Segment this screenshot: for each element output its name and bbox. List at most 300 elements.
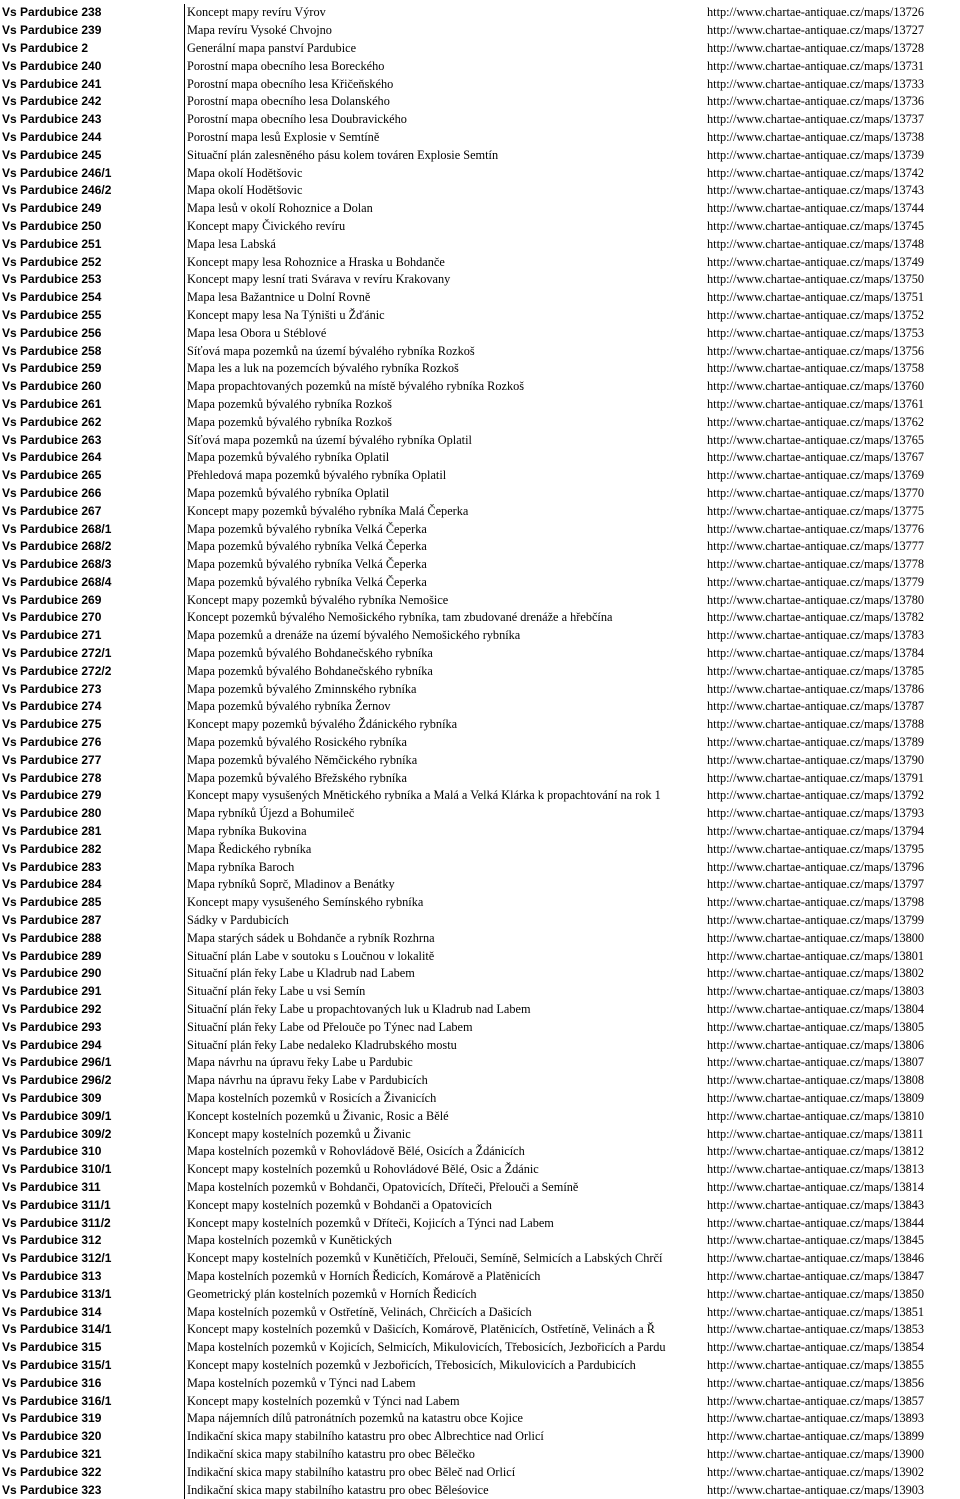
map-url-link[interactable]: http://www.chartae-antiquae.cz/maps/13813 — [707, 1162, 925, 1177]
map-title-cell: Mapa rybníka Baroch — [185, 858, 706, 876]
map-url-link[interactable]: http://www.chartae-antiquae.cz/maps/13795 — [707, 841, 925, 856]
signature-cell: Vs Pardubice 281 — [2, 824, 102, 839]
signature-cell: Vs Pardubice 293 — [2, 1019, 102, 1034]
map-url-link[interactable]: http://www.chartae-antiquae.cz/maps/13844 — [707, 1215, 925, 1230]
signature-cell: Vs Pardubice 265 — [2, 468, 102, 483]
signature-cell: Vs Pardubice 279 — [2, 788, 102, 803]
signature-cell: Vs Pardubice 243 — [2, 112, 102, 127]
signature-cell: Vs Pardubice 244 — [2, 129, 102, 144]
signature-cell: Vs Pardubice 320 — [2, 1429, 102, 1444]
map-url-link[interactable]: http://www.chartae-antiquae.cz/maps/13796 — [707, 859, 925, 874]
map-title-cell: Mapa les a luk na pozemcích bývalého rybníka Rozkoš — [185, 360, 706, 378]
map-title-cell: Mapa kostelních pozemků v Ostřetíně, Velinách, Chrčicích a Dašicích — [185, 1303, 706, 1321]
map-url-link[interactable]: http://www.chartae-antiquae.cz/maps/13748 — [707, 236, 925, 251]
signature-cell: Vs Pardubice 321 — [2, 1446, 102, 1461]
signature-cell: Vs Pardubice 2 — [2, 40, 89, 55]
signature-cell: Vs Pardubice 311/1 — [2, 1197, 111, 1212]
signature-cell: Vs Pardubice 287 — [2, 913, 102, 928]
map-url-link[interactable]: http://www.chartae-antiquae.cz/maps/13769 — [707, 468, 925, 483]
table-row — [0, 200, 960, 218]
table-row — [0, 947, 960, 965]
map-title-cell: Mapa pozemků bývalého rybníka Velká Čeperka — [185, 556, 706, 574]
map-url-link[interactable]: http://www.chartae-antiquae.cz/maps/13784 — [707, 646, 925, 661]
map-url-link[interactable]: http://www.chartae-antiquae.cz/maps/13745 — [707, 218, 925, 233]
map-title-cell: Mapa pozemků bývalého Zminnského rybníka — [185, 680, 706, 698]
table-row — [0, 1285, 960, 1303]
table-row — [0, 4, 960, 22]
map-url-link[interactable]: http://www.chartae-antiquae.cz/maps/13752 — [707, 307, 925, 322]
map-title-cell: Koncept mapy pozemků bývalého rybníka Malá Čeperka — [185, 502, 706, 520]
map-url-link[interactable]: http://www.chartae-antiquae.cz/maps/13843 — [707, 1197, 925, 1212]
signature-cell: Vs Pardubice 275 — [2, 717, 102, 732]
signature-cell: Vs Pardubice 309/2 — [2, 1126, 112, 1141]
map-url-link[interactable]: http://www.chartae-antiquae.cz/maps/13762 — [707, 414, 925, 429]
map-url-link[interactable]: http://www.chartae-antiquae.cz/maps/13902 — [707, 1464, 925, 1479]
map-title-cell: Síťová mapa pozemků na území bývalého rybníka Rozkoš — [185, 342, 706, 360]
table-row — [0, 1250, 960, 1268]
signature-cell: Vs Pardubice 314/1 — [2, 1322, 112, 1337]
table-row — [0, 1232, 960, 1250]
table-row — [0, 912, 960, 930]
map-url-link[interactable]: http://www.chartae-antiquae.cz/maps/13798 — [707, 895, 925, 910]
table-row — [0, 1374, 960, 1392]
map-title-cell: Koncept mapy lesa Rohoznice a Hraska u Bohdanče — [185, 253, 706, 271]
map-url-link[interactable]: http://www.chartae-antiquae.cz/maps/13782 — [707, 610, 925, 625]
map-url-link[interactable]: http://www.chartae-antiquae.cz/maps/13726 — [707, 5, 925, 20]
signature-cell: Vs Pardubice 312/1 — [2, 1251, 112, 1266]
map-url-link[interactable]: http://www.chartae-antiquae.cz/maps/13903 — [707, 1482, 925, 1497]
signature-cell: Vs Pardubice 296/1 — [2, 1055, 112, 1070]
signature-cell: Vs Pardubice 319 — [2, 1411, 102, 1426]
map-title-cell: Indikační skica mapy stabilního katastru pro obec Bělečko — [185, 1446, 706, 1464]
map-url-link[interactable]: http://www.chartae-antiquae.cz/maps/13854 — [707, 1340, 925, 1355]
map-title-cell: Koncept mapy Čivického revíru — [185, 218, 706, 236]
map-url-link[interactable]: http://www.chartae-antiquae.cz/maps/13807 — [707, 1055, 925, 1070]
map-url-link[interactable]: http://www.chartae-antiquae.cz/maps/13811 — [707, 1126, 924, 1141]
table-row — [0, 57, 960, 75]
signature-cell: Vs Pardubice 309 — [2, 1091, 102, 1105]
table-row — [0, 307, 960, 325]
map-url-link[interactable]: http://www.chartae-antiquae.cz/maps/13794 — [707, 824, 925, 839]
map-url-link[interactable]: http://www.chartae-antiquae.cz/maps/13799 — [707, 913, 925, 928]
map-title-cell: Koncept mapy revíru Výrov — [185, 4, 706, 22]
map-url-link[interactable]: http://www.chartae-antiquae.cz/maps/13789 — [707, 735, 925, 750]
map-url-link[interactable]: http://www.chartae-antiquae.cz/maps/13814 — [707, 1179, 925, 1194]
table-row — [0, 698, 960, 716]
map-url-link[interactable]: http://www.chartae-antiquae.cz/maps/13786 — [707, 681, 925, 696]
map-url-link[interactable]: http://www.chartae-antiquae.cz/maps/13728 — [707, 40, 925, 55]
table-row — [0, 218, 960, 236]
map-title-cell: Koncept mapy lesa Na Týništi u Žďánic — [185, 307, 706, 325]
map-title-cell: Koncept mapy kostelních pozemků v Dašicích, Komárově, Platěnicích, Ostřetíně, Velinách a Ř — [185, 1321, 706, 1339]
signature-cell: Vs Pardubice 294 — [2, 1037, 102, 1052]
map-title-cell: Mapa lesů v okolí Rohoznice a Dolan — [185, 200, 706, 218]
map-url-link[interactable]: http://www.chartae-antiquae.cz/maps/13850 — [707, 1286, 925, 1301]
table-row — [0, 1196, 960, 1214]
map-url-link[interactable]: http://www.chartae-antiquae.cz/maps/13743 — [707, 183, 925, 198]
table-row — [0, 1446, 960, 1464]
map-url-link[interactable]: http://www.chartae-antiquae.cz/maps/13776 — [707, 521, 925, 536]
table-row — [0, 929, 960, 947]
map-title-cell: Mapa okolí Hodětšovic — [185, 182, 706, 200]
signature-cell: Vs Pardubice 254 — [2, 290, 102, 305]
map-url-link[interactable]: http://www.chartae-antiquae.cz/maps/13736 — [707, 94, 925, 109]
signature-cell: Vs Pardubice 239 — [2, 23, 102, 38]
map-url-link[interactable]: http://www.chartae-antiquae.cz/maps/13761 — [707, 396, 925, 411]
table-row — [0, 93, 960, 111]
map-url-link[interactable]: http://www.chartae-antiquae.cz/maps/13738 — [707, 129, 925, 144]
signature-cell: Vs Pardubice 242 — [2, 94, 102, 109]
map-title-cell: Koncept kostelních pozemků u Živanic, Rosic a Bělé — [185, 1107, 706, 1125]
table-row — [0, 1072, 960, 1090]
table-row — [0, 840, 960, 858]
map-title-cell: Mapa pozemků bývalého rybníka Rozkoš — [185, 396, 706, 414]
signature-cell: Vs Pardubice 274 — [2, 699, 102, 714]
map-title-cell: Porostní mapa obecního lesa Doubravického — [185, 111, 706, 129]
table-row — [0, 1125, 960, 1143]
signature-cell: Vs Pardubice 316 — [2, 1375, 102, 1390]
map-url-link[interactable]: http://www.chartae-antiquae.cz/maps/13853 — [707, 1322, 925, 1337]
map-url-link[interactable]: http://www.chartae-antiquae.cz/maps/13806 — [707, 1037, 925, 1052]
table-row — [0, 591, 960, 609]
signature-cell: Vs Pardubice 282 — [2, 841, 102, 856]
map-url-link[interactable]: http://www.chartae-antiquae.cz/maps/13760 — [707, 379, 925, 394]
map-title-cell: Indikační skica mapy stabilního katastru pro obec Albrechtice nad Orlicí — [185, 1428, 706, 1446]
signature-cell: Vs Pardubice 261 — [2, 396, 102, 411]
map-title-cell: Koncept mapy kostelních pozemků v Dříteči, Kojicích a Týnci nad Labem — [185, 1214, 706, 1232]
signature-cell: Vs Pardubice 313/1 — [2, 1286, 112, 1301]
map-title-cell: Porostní mapa obecního lesa Dolanského — [185, 93, 706, 111]
table-row — [0, 449, 960, 467]
table-row — [0, 502, 960, 520]
map-title-cell: Situační plán řeky Labe u propachtovaných luk u Kladrub nad Labem — [185, 1001, 706, 1019]
table-row — [0, 858, 960, 876]
table-row — [0, 734, 960, 752]
map-title-cell: Mapa starých sádek u Bohdanče a rybník Rozhrna — [185, 929, 706, 947]
table-row — [0, 413, 960, 431]
map-url-link[interactable]: http://www.chartae-antiquae.cz/maps/13727 — [707, 23, 925, 38]
signature-cell: Vs Pardubice 268/3 — [2, 557, 112, 572]
map-title-cell: Mapa pozemků bývalého rybníka Žernov — [185, 698, 706, 716]
map-url-link[interactable]: http://www.chartae-antiquae.cz/maps/13805 — [707, 1019, 925, 1034]
map-url-link[interactable]: http://www.chartae-antiquae.cz/maps/13749 — [707, 254, 925, 269]
map-url-link[interactable]: http://www.chartae-antiquae.cz/maps/13765 — [707, 432, 925, 447]
table-row — [0, 787, 960, 805]
map-title-cell: Porostní mapa lesů Explosie v Semtíně — [185, 129, 706, 147]
table-row — [0, 716, 960, 734]
signature-cell: Vs Pardubice 272/2 — [2, 663, 112, 678]
map-title-cell: Mapa propachtovaných pozemků na místě bývalého rybníka Rozkoš — [185, 378, 706, 396]
signature-cell: Vs Pardubice 245 — [2, 147, 102, 162]
table-row — [0, 805, 960, 823]
table-row — [0, 22, 960, 40]
map-listing-table — [0, 4, 960, 1499]
table-row — [0, 129, 960, 147]
map-url-link[interactable]: http://www.chartae-antiquae.cz/maps/13801 — [707, 948, 925, 963]
map-title-cell: Koncept pozemků bývalého Nemošického rybníka, tam zbudované drenáže a hřebčína — [185, 609, 706, 627]
table-row — [0, 876, 960, 894]
table-row — [0, 289, 960, 307]
table-row — [0, 164, 960, 182]
map-url-link[interactable]: http://www.chartae-antiquae.cz/maps/13785 — [707, 663, 925, 678]
map-title-cell: Mapa pozemků bývalého Rosického rybníka — [185, 734, 706, 752]
table-row — [0, 894, 960, 912]
table-row — [0, 253, 960, 271]
map-url-link[interactable]: http://www.chartae-antiquae.cz/maps/13800 — [707, 930, 925, 945]
table-row — [0, 182, 960, 200]
table-row — [0, 1143, 960, 1161]
table-row — [0, 1036, 960, 1054]
signature-cell: Vs Pardubice 267 — [2, 503, 102, 518]
map-title-cell: Mapa kostelních pozemků v Bohdanči, Opatovicích, Dříteči, Přelouči a Semíně — [185, 1179, 706, 1197]
map-title-cell: Koncept mapy pozemků bývalého rybníka Nemošice — [185, 591, 706, 609]
table-row — [0, 645, 960, 663]
map-url-link[interactable]: http://www.chartae-antiquae.cz/maps/13790 — [707, 752, 925, 767]
map-title-cell: Koncept mapy vysušeného Semínského rybníka — [185, 894, 706, 912]
map-url-link[interactable]: http://www.chartae-antiquae.cz/maps/13744 — [707, 201, 925, 216]
map-title-cell: Mapa pozemků bývalého rybníka Oplatil — [185, 485, 706, 503]
map-title-cell: Mapa pozemků bývalého rybníka Rozkoš — [185, 413, 706, 431]
map-title-cell: Mapa pozemků bývalého Břežského rybníka — [185, 769, 706, 787]
map-title-cell: Mapa návrhu na úpravu řeky Labe u Pardubic — [185, 1054, 706, 1072]
map-title-cell: Koncept mapy lesní trati Svárava v revíru Krakovany — [185, 271, 706, 289]
map-url-link[interactable]: http://www.chartae-antiquae.cz/maps/13733 — [707, 76, 925, 91]
signature-cell: Vs Pardubice 250 — [2, 218, 102, 233]
signature-cell: Vs Pardubice 283 — [2, 859, 102, 874]
map-title-cell: Situační plán řeky Labe u vsi Semín — [185, 983, 706, 1001]
table-row — [0, 378, 960, 396]
map-url-link[interactable]: http://www.chartae-antiquae.cz/maps/13770 — [707, 485, 925, 500]
signature-cell: Vs Pardubice 268/1 — [2, 521, 112, 536]
map-title-cell: Mapa pozemků bývalého Bohdanečského rybníka — [185, 645, 706, 663]
table-row — [0, 431, 960, 449]
signature-cell: Vs Pardubice 240 — [2, 58, 102, 73]
signature-cell: Vs Pardubice 252 — [2, 254, 102, 269]
map-title-cell: Mapa lesa Obora u Stéblové — [185, 324, 706, 342]
map-url-link[interactable]: http://www.chartae-antiquae.cz/maps/13808 — [707, 1073, 925, 1088]
map-title-cell: Koncept mapy kostelních pozemků v Jezbořicích, Třebosicích, Mikulovicích a Pardubicích — [185, 1357, 706, 1375]
map-title-cell: Koncept mapy kostelních pozemků u Živanic — [185, 1125, 706, 1143]
signature-cell: Vs Pardubice 246/1 — [2, 165, 112, 180]
map-title-cell: Mapa pozemků bývalého rybníka Oplatil — [185, 449, 706, 467]
map-title-cell: Mapa pozemků bývalého rybníka Velká Čeperka — [185, 538, 706, 556]
signature-cell: Vs Pardubice 264 — [2, 450, 102, 465]
table-row — [0, 1090, 960, 1108]
table-row — [0, 965, 960, 983]
signature-cell: Vs Pardubice 309/1 — [2, 1108, 112, 1123]
map-title-cell: Koncept mapy vysušených Mnětického rybníka a Malá a Velká Klárka k propachtování na rok 1 — [185, 787, 706, 805]
map-title-cell: Mapa nájemních dílů patronátních pozemků na katastru obce Kojice — [185, 1410, 706, 1428]
table-row — [0, 146, 960, 164]
map-url-link[interactable]: http://www.chartae-antiquae.cz/maps/13856 — [707, 1375, 925, 1390]
map-url-link[interactable]: http://www.chartae-antiquae.cz/maps/13775 — [707, 503, 925, 518]
table-row — [0, 396, 960, 414]
signature-cell: Vs Pardubice 311/2 — [2, 1215, 111, 1230]
map-url-link[interactable]: http://www.chartae-antiquae.cz/maps/13742 — [707, 165, 925, 180]
map-url-link[interactable]: http://www.chartae-antiquae.cz/maps/13792 — [707, 788, 925, 803]
map-title-cell: Síťová mapa pozemků na území bývalého rybníka Oplatil — [185, 431, 706, 449]
map-url-link[interactable]: http://www.chartae-antiquae.cz/maps/13900 — [707, 1446, 925, 1461]
map-url-link[interactable]: http://www.chartae-antiquae.cz/maps/13812 — [707, 1144, 925, 1159]
signature-cell: Vs Pardubice 256 — [2, 325, 102, 340]
map-title-cell: Přehledová mapa pozemků bývalého rybníka Oplatil — [185, 467, 706, 485]
table-row — [0, 342, 960, 360]
signature-cell: Vs Pardubice 315/1 — [2, 1357, 112, 1372]
table-row — [0, 1339, 960, 1357]
signature-cell: Vs Pardubice 268/4 — [2, 574, 112, 589]
signature-cell: Vs Pardubice 270 — [2, 610, 102, 625]
signature-cell: Vs Pardubice 259 — [2, 361, 102, 376]
signature-cell: Vs Pardubice 273 — [2, 681, 102, 696]
map-title-cell: Mapa návrhu na úpravu řeky Labe v Pardubicích — [185, 1072, 706, 1090]
map-url-link[interactable]: http://www.chartae-antiquae.cz/maps/13731 — [707, 58, 925, 73]
table-row — [0, 1054, 960, 1072]
map-url-link[interactable]: http://www.chartae-antiquae.cz/maps/13899 — [707, 1429, 925, 1444]
table-row — [0, 520, 960, 538]
map-url-link[interactable]: http://www.chartae-antiquae.cz/maps/13855 — [707, 1357, 925, 1372]
signature-cell: Vs Pardubice 310 — [2, 1144, 102, 1159]
map-title-cell: Mapa lesa Bažantnice u Dolní Rovně — [185, 289, 706, 307]
table-row — [0, 467, 960, 485]
map-title-cell: Mapa kostelních pozemků v Rohovládově Bělé, Osicích a Ždánicích — [185, 1143, 706, 1161]
map-title-cell: Situační plán řeky Labe nedaleko Kladrubského mostu — [185, 1036, 706, 1054]
table-row — [0, 769, 960, 787]
table-row — [0, 751, 960, 769]
signature-cell: Vs Pardubice 313 — [2, 1268, 102, 1283]
signature-cell: Vs Pardubice 289 — [2, 948, 102, 963]
table-row — [0, 1018, 960, 1036]
map-title-cell: Mapa kostelních pozemků v Rosicích a Živanicích — [185, 1090, 706, 1108]
map-title-cell: Mapa rybníků Soprč, Mladinov a Benátky — [185, 876, 706, 894]
map-title-cell: Sádky v Pardubicích — [185, 912, 706, 930]
map-url-link[interactable]: http://www.chartae-antiquae.cz/maps/13737 — [707, 112, 925, 127]
signature-cell: Vs Pardubice 285 — [2, 895, 102, 910]
map-title-cell: Mapa Ředického rybníka — [185, 840, 706, 858]
map-url-link[interactable]: http://www.chartae-antiquae.cz/maps/13751 — [707, 290, 925, 305]
map-title-cell: Porostní mapa obecního lesa Boreckého — [185, 57, 706, 75]
map-url-link[interactable]: http://www.chartae-antiquae.cz/maps/13893 — [707, 1411, 925, 1426]
map-url-link[interactable]: http://www.chartae-antiquae.cz/maps/13767 — [707, 450, 925, 465]
signature-cell: Vs Pardubice 290 — [2, 966, 102, 981]
table-row — [0, 1303, 960, 1321]
table-row — [0, 1179, 960, 1197]
table-row — [0, 1268, 960, 1286]
map-title-cell: Koncept mapy kostelních pozemků v Kunětičích, Přelouči, Semíně, Selmicích a Labských Chrčí — [185, 1250, 706, 1268]
map-url-link[interactable]: http://www.chartae-antiquae.cz/maps/13851 — [707, 1304, 925, 1319]
table-row — [0, 680, 960, 698]
table-row — [0, 574, 960, 592]
signature-cell: Vs Pardubice 277 — [2, 752, 102, 767]
signature-cell: Vs Pardubice 276 — [2, 735, 102, 750]
map-title-cell: Mapa kostelních pozemků v Horních Ředicích, Komárově a Platěnicích — [185, 1268, 706, 1286]
map-url-link[interactable]: http://www.chartae-antiquae.cz/maps/13753 — [707, 325, 925, 340]
map-url-link[interactable]: http://www.chartae-antiquae.cz/maps/13779 — [707, 574, 925, 589]
table-row — [0, 609, 960, 627]
signature-cell: Vs Pardubice 314 — [2, 1304, 102, 1319]
table-row — [0, 627, 960, 645]
table-row — [0, 1107, 960, 1125]
map-url-link[interactable]: http://www.chartae-antiquae.cz/maps/13758 — [707, 361, 925, 376]
map-url-link[interactable]: http://www.chartae-antiquae.cz/maps/13756 — [707, 343, 925, 358]
map-title-cell: Indikační skica mapy stabilního katastru pro obec Běleč nad Orlicí — [185, 1463, 706, 1481]
map-title-cell: Koncept mapy kostelních pozemků v Bohdanči a Opatovicích — [185, 1196, 706, 1214]
signature-cell: Vs Pardubice 258 — [2, 343, 102, 358]
signature-cell: Vs Pardubice 269 — [2, 592, 102, 607]
map-title-cell: Mapa pozemků bývalého rybníka Velká Čeperka — [185, 574, 706, 592]
map-url-link[interactable]: http://www.chartae-antiquae.cz/maps/13778 — [707, 557, 925, 572]
table-row — [0, 324, 960, 342]
map-title-cell: Situační plán zalesněného pásu kolem továren Explosie Semtín — [185, 146, 706, 164]
map-url-link[interactable]: http://www.chartae-antiquae.cz/maps/13793 — [707, 806, 925, 821]
map-url-link[interactable]: http://www.chartae-antiquae.cz/maps/13777 — [707, 539, 925, 554]
map-url-link[interactable]: http://www.chartae-antiquae.cz/maps/13802 — [707, 966, 925, 981]
signature-cell: Vs Pardubice 268/2 — [2, 539, 112, 554]
table-row — [0, 1161, 960, 1179]
signature-cell: Vs Pardubice 323 — [2, 1482, 102, 1497]
signature-cell: Vs Pardubice 315 — [2, 1340, 102, 1355]
signature-cell: Vs Pardubice 272/1 — [2, 646, 112, 661]
map-url-link[interactable]: http://www.chartae-antiquae.cz/maps/13787 — [707, 699, 925, 714]
signature-cell: Vs Pardubice 249 — [2, 201, 102, 216]
map-title-cell: Generální mapa panství Pardubice — [185, 40, 706, 58]
table-row — [0, 1481, 960, 1499]
signature-cell: Vs Pardubice 251 — [2, 236, 102, 251]
map-url-link[interactable]: http://www.chartae-antiquae.cz/maps/13780 — [707, 592, 925, 607]
map-url-link[interactable]: http://www.chartae-antiquae.cz/maps/13847 — [707, 1268, 925, 1283]
map-url-link[interactable]: http://www.chartae-antiquae.cz/maps/13783 — [707, 628, 925, 643]
table-row — [0, 662, 960, 680]
map-title-cell: Mapa kostelních pozemků v Týnci nad Labem — [185, 1374, 706, 1392]
map-title-cell: Koncept mapy pozemků bývalého Ždánického rybníka — [185, 716, 706, 734]
table-row — [0, 1410, 960, 1428]
table-row — [0, 1321, 960, 1339]
map-url-link[interactable]: http://www.chartae-antiquae.cz/maps/13739 — [707, 147, 925, 162]
signature-cell: Vs Pardubice 291 — [2, 984, 102, 999]
map-url-link[interactable]: http://www.chartae-antiquae.cz/maps/13857 — [707, 1393, 925, 1408]
map-title-cell: Mapa rybníků Újezd a Bohumileč — [185, 805, 706, 823]
signature-cell: Vs Pardubice 253 — [2, 272, 102, 287]
map-url-link[interactable]: http://www.chartae-antiquae.cz/maps/13797 — [707, 877, 925, 892]
map-url-link[interactable]: http://www.chartae-antiquae.cz/maps/13845 — [707, 1233, 925, 1248]
map-url-link[interactable]: http://www.chartae-antiquae.cz/maps/13810 — [707, 1108, 925, 1123]
map-url-link[interactable]: http://www.chartae-antiquae.cz/maps/13803 — [707, 984, 925, 999]
signature-cell: Vs Pardubice 312 — [2, 1233, 102, 1248]
table-row — [0, 538, 960, 556]
signature-cell: Vs Pardubice 296/2 — [2, 1073, 112, 1088]
table-row — [0, 1463, 960, 1481]
table-row — [0, 1001, 960, 1019]
table-row — [0, 485, 960, 503]
signature-cell: Vs Pardubice 288 — [2, 930, 102, 945]
signature-cell: Vs Pardubice 260 — [2, 379, 102, 394]
signature-cell: Vs Pardubice 271 — [2, 628, 102, 643]
table-row — [0, 271, 960, 289]
map-url-link[interactable]: http://www.chartae-antiquae.cz/maps/13791 — [707, 770, 925, 785]
map-title-cell: Mapa kostelních pozemků v Kunětických — [185, 1232, 706, 1250]
signature-cell: Vs Pardubice 292 — [2, 1002, 102, 1017]
map-url-link[interactable]: http://www.chartae-antiquae.cz/maps/13750 — [707, 272, 925, 287]
signature-cell: Vs Pardubice 263 — [2, 432, 102, 447]
map-title-cell: Mapa revíru Vysoké Chvojno — [185, 22, 706, 40]
map-url-link[interactable]: http://www.chartae-antiquae.cz/maps/13788 — [707, 717, 925, 732]
map-url-link[interactable]: http://www.chartae-antiquae.cz/maps/13804 — [707, 1002, 925, 1017]
map-url-link[interactable]: http://www.chartae-antiquae.cz/maps/13809 — [707, 1091, 925, 1105]
signature-cell: Vs Pardubice 246/2 — [2, 183, 112, 198]
signature-cell: Vs Pardubice 310/1 — [2, 1162, 112, 1177]
map-url-link[interactable]: http://www.chartae-antiquae.cz/maps/13846 — [707, 1251, 925, 1266]
map-title-cell: Situační plán řeky Labe u Kladrub nad Labem — [185, 965, 706, 983]
map-title-cell: Koncept mapy kostelních pozemků v Týnci nad Labem — [185, 1392, 706, 1410]
